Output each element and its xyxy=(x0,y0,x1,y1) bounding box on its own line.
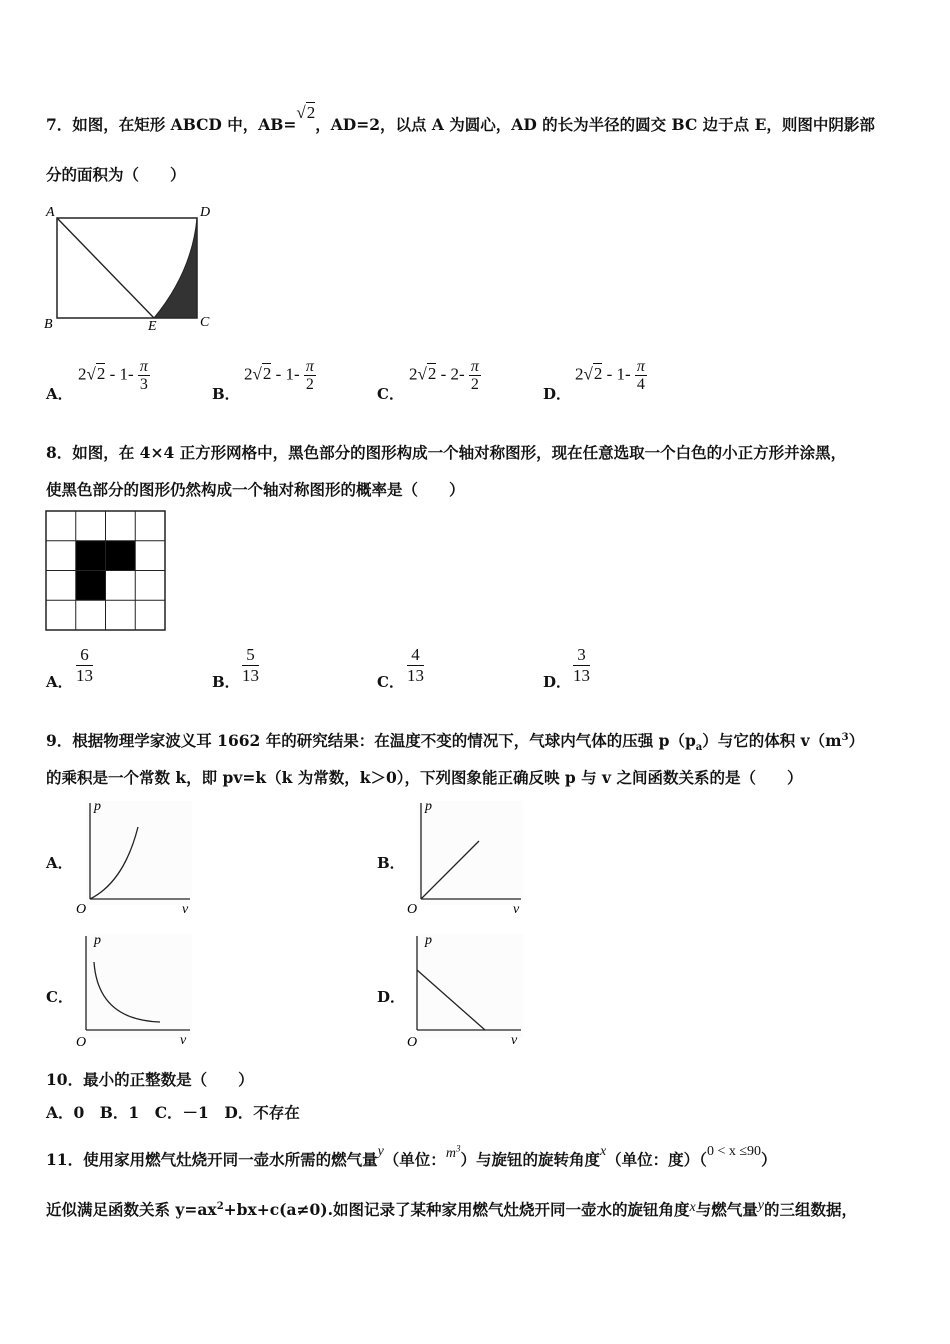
q9-option-b-label[interactable]: B． xyxy=(377,854,405,872)
q9-graph-a xyxy=(72,797,197,919)
q11-stem-line1: 11．使用家用燃气灶烧开同一壶水所需的燃气量y（单位：$m^3$）与旋钮的旋转角度x（单位：度）（0 < x ≤90） xyxy=(46,1143,777,1169)
svg-text:p: p xyxy=(425,933,432,948)
q9-stem-line1: 9．根据物理学家波义耳 1662 年的研究结果：在温度不变的情况下，气球内气体的压强 $p(p_a)$与它的体积 $v(m^3)$ xyxy=(46,731,865,754)
q9-option-c-label[interactable]: C． xyxy=(46,988,73,1006)
label-a: A xyxy=(46,205,55,220)
q8-option-d-fraction: $\frac{3}{13}$ xyxy=(573,645,590,685)
q7-rectangle-figure xyxy=(42,202,222,334)
svg-text:v: v xyxy=(513,902,520,917)
q9-option-a-label[interactable]: A． xyxy=(46,854,73,872)
svg-text:O: O xyxy=(76,902,87,917)
label-e: E xyxy=(148,319,157,334)
q7-option-b-label[interactable]: B． xyxy=(212,385,240,403)
q10-options[interactable]: A．0 B．1 C．－1 D．不存在 xyxy=(46,1103,300,1122)
q7-option-a-label[interactable]: A． xyxy=(46,385,73,403)
svg-text:p: p xyxy=(425,799,432,814)
q9-graph-d xyxy=(403,930,528,1052)
q9-stem-line2: 的乘积是一个常数 k，即 pv=k（k 为常数，k＞0），下列图象能正确反映 p 与 v 之间函数关系的是（ ） xyxy=(46,768,803,787)
q8-grid-figure xyxy=(45,510,167,632)
q8-option-b-fraction: $\frac{5}{13}$ xyxy=(242,645,259,685)
q7-option-c-label[interactable]: C． xyxy=(377,385,404,403)
q7-option-d-label[interactable]: D． xyxy=(543,385,572,403)
q7-option-d-expression: 2√2 - 1- $\frac{\pi}{4}$ xyxy=(575,358,645,393)
q11-stem-line2: 近似满足函数关系 $y=ax^2+bx+c(a\ne 0)$.如图记录了某种家用燃气灶烧开同一壶水的旋钮角度x与燃气量y的三组数据， xyxy=(46,1198,857,1219)
q8-option-a-fraction: $\frac{6}{13}$ xyxy=(76,645,93,685)
svg-text:v: v xyxy=(511,1033,518,1048)
q8-stem-line2: 使黑色部分的图形仍然构成一个轴对称图形的概率是（ ） xyxy=(46,480,465,499)
q7-option-b-expression: 2√2 - 1- $\frac{\pi}{2}$ xyxy=(244,358,314,393)
q9-graph-b xyxy=(403,797,528,919)
svg-text:O: O xyxy=(76,1035,87,1050)
q9-option-d-label[interactable]: D． xyxy=(377,988,406,1006)
q8-option-c-label[interactable]: C． xyxy=(377,673,404,691)
q8-option-b-label[interactable]: B． xyxy=(212,673,240,691)
q8-stem-line1: 8．如图，在 4×4 正方形网格中，黑色部分的图形构成一个轴对称图形，现在任意选取一个白色的小正方形并涂黑， xyxy=(46,443,847,462)
svg-text:O: O xyxy=(407,902,418,917)
label-b: B xyxy=(44,317,53,332)
q7-option-a-expression: 2√2 - 1- $\frac{\pi}{3}$ xyxy=(78,358,148,393)
label-d: D xyxy=(200,205,211,220)
q8-option-c-fraction: $\frac{4}{13}$ xyxy=(407,645,424,685)
svg-text:v: v xyxy=(182,902,189,917)
q8-option-d-label[interactable]: D． xyxy=(543,673,572,691)
q9-graph-c xyxy=(72,930,197,1052)
svg-text:p: p xyxy=(94,933,101,948)
label-c: C xyxy=(200,315,210,330)
q8-option-a-label[interactable]: A． xyxy=(46,673,73,691)
svg-text:O: O xyxy=(407,1035,418,1050)
svg-text:p: p xyxy=(94,799,101,814)
q7-option-c-expression: 2√2 - 2- $\frac{\pi}{2}$ xyxy=(409,358,479,393)
q7-stem-line1: 7．如图，在矩形 ABCD 中，AB=√2，AD=2，以点 A 为圆心，AD 的长为半径的圆交 BC 边于点 E，则图中阴影部 xyxy=(46,103,875,134)
q7-stem-line2: 分的面积为（ ） xyxy=(46,165,186,184)
q10-stem: 10．最小的正整数是（ ） xyxy=(46,1070,254,1089)
svg-text:v: v xyxy=(180,1033,187,1048)
